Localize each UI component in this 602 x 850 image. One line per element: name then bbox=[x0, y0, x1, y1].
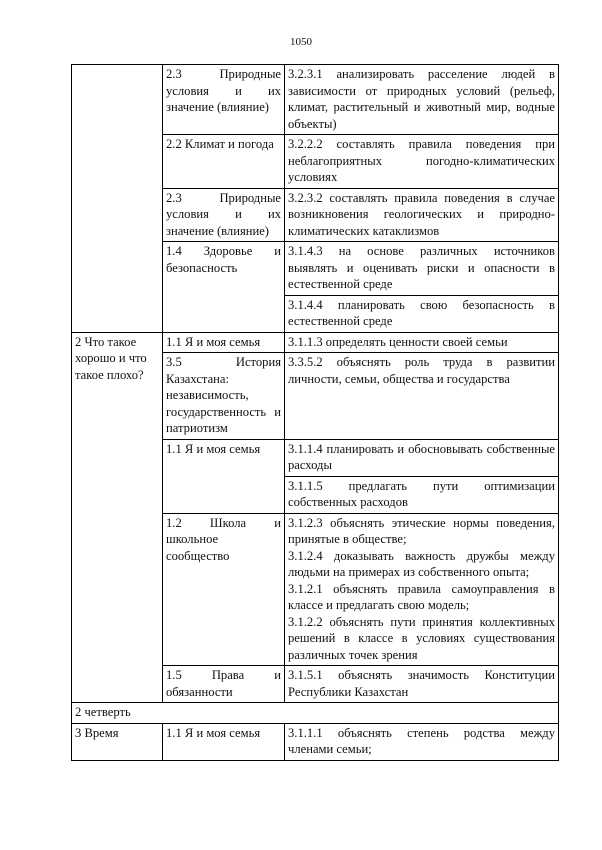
table-row bbox=[72, 65, 559, 135]
objective-cell bbox=[285, 439, 559, 476]
objective-cell bbox=[285, 476, 559, 513]
objective-text: 3.1.2.1 объяснять правила самоуправления в классе и предлагать свою модель; bbox=[288, 581, 555, 612]
quarter-row bbox=[72, 703, 559, 724]
objective-text: 3.3.5.2 объяснять роль труда в развитии личности, семьи, общества и государства bbox=[288, 355, 555, 386]
topic-cell bbox=[72, 65, 163, 333]
objective-text: 3.1.4.3 на основе различных источников выявлять и оценивать риски и опасности в естественной среде bbox=[288, 244, 555, 291]
objective-text: 3.1.1.1 объяснять степень родства между членами семьи; bbox=[288, 725, 555, 756]
topic-cell: 2 Что такое хорошо и что такое плохо? bbox=[72, 332, 163, 703]
subtopic-cell: 1.1 Я и моя семья bbox=[163, 332, 285, 353]
subtopic-cell: 3.5 История Казахстана: независимость, государственность и патриотизм bbox=[163, 353, 285, 440]
objective-cell bbox=[285, 666, 559, 703]
objective-text: 3.1.4.4 планировать свою безопасность в естественной среде bbox=[288, 297, 555, 328]
subtopic-cell: 2.2 Климат и погода bbox=[163, 135, 285, 189]
subtopic-cell: 1.1 Я и моя семья bbox=[163, 439, 285, 513]
objective-cell bbox=[285, 242, 559, 296]
topic-cell: 3 Время bbox=[72, 723, 163, 760]
objective-cell bbox=[285, 135, 559, 189]
objective-text: 3.2.3.2 составлять правила поведения в случае возникновения геологических и природно-климатических катаклизмов bbox=[288, 190, 555, 238]
objective-cell bbox=[285, 353, 559, 440]
objective-cell bbox=[285, 513, 559, 666]
page-number: 1050 bbox=[290, 36, 312, 48]
subtopic-cell: 1.4 Здоровье и безопасность bbox=[163, 242, 285, 333]
table-row bbox=[72, 332, 559, 353]
curriculum-table bbox=[71, 64, 559, 761]
objective-text: 3.2.2.2 составлять правила поведения при неблагоприятных погодно-климатических условиях bbox=[288, 137, 555, 184]
objective-text: 3.1.1.3 определять ценности своей семьи bbox=[288, 334, 508, 349]
subtopic-cell: 1.5 Права и обязанности bbox=[163, 666, 285, 703]
quarter-heading: 2 четверть bbox=[72, 703, 559, 724]
objective-text: 3.1.2.3 объяснять этические нормы поведения, принятые в обществе; bbox=[288, 515, 555, 546]
objective-text: 3.1.2.2 объяснять пути принятия коллективных решений в классе в условиях существования различных точек зрения bbox=[288, 614, 555, 662]
objective-text: 3.2.3.1 анализировать расселение людей в зависимости от природных условий (рельеф, климат, растительный и животный мир, водные объекты) bbox=[288, 67, 555, 131]
objective-cell bbox=[285, 723, 559, 760]
objective-cell bbox=[285, 295, 559, 332]
objective-text: 3.1.5.1 объяснять значимость Конституции Республики Казахстан bbox=[288, 668, 555, 699]
objective-cell bbox=[285, 188, 559, 242]
subtopic-cell: 1.2 Школа и школьное сообщество bbox=[163, 513, 285, 666]
objective-text: 3.1.1.5 предлагать пути оптимизации собственных расходов bbox=[288, 478, 555, 509]
table-row bbox=[72, 723, 559, 760]
objective-text: 3.1.1.4 планировать и обосновывать собственные расходы bbox=[288, 441, 555, 472]
subtopic-cell: 2.3 Природные условия и их значение (влияние) bbox=[163, 65, 285, 135]
objective-text: 3.1.2.4 доказывать важность дружбы между людьми на примерах из собственного опыта; bbox=[288, 548, 555, 579]
subtopic-cell: 2.3 Природные условия и их значение (влияние) bbox=[163, 188, 285, 242]
objective-cell bbox=[285, 65, 559, 135]
objective-cell bbox=[285, 332, 559, 353]
subtopic-cell: 1.1 Я и моя семья bbox=[163, 723, 285, 760]
